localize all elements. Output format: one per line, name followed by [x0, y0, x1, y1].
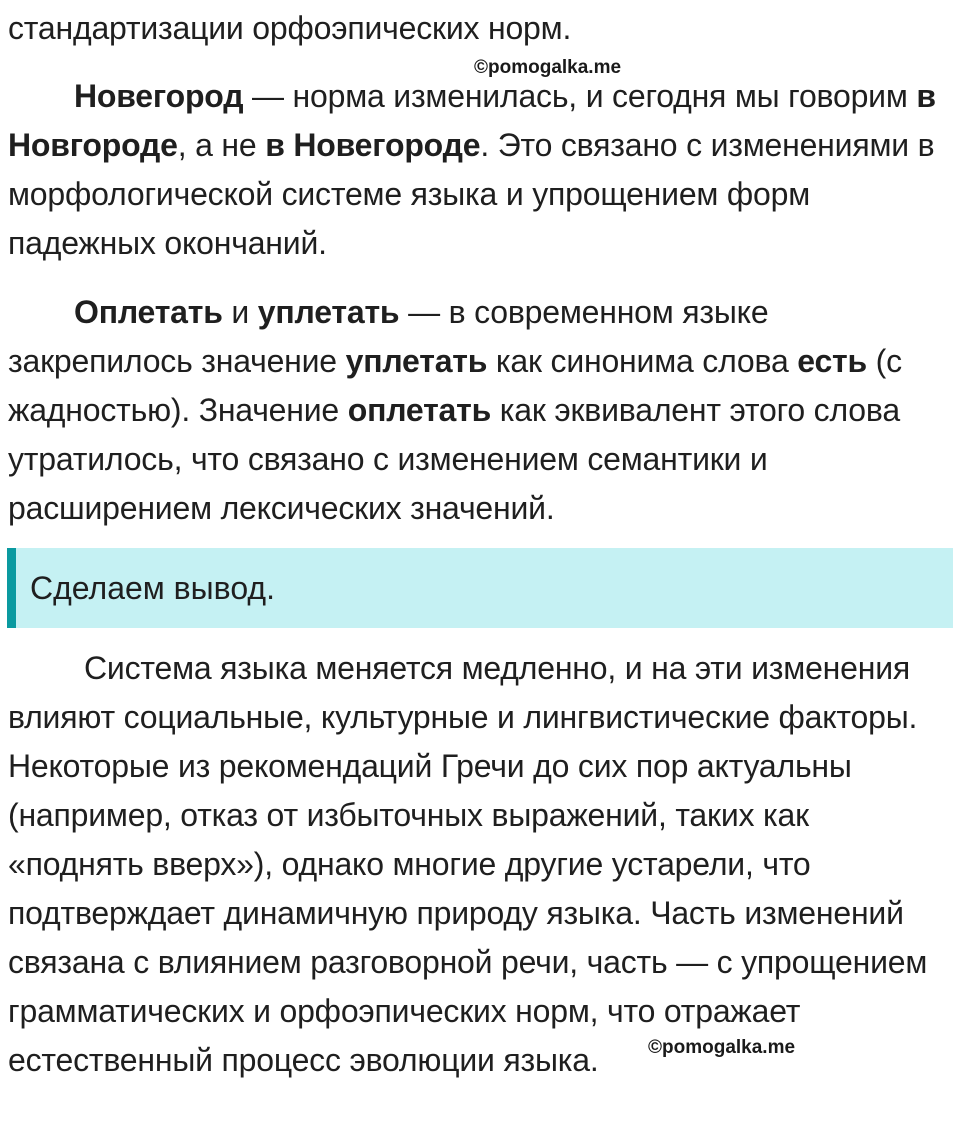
paragraph-text: — в современном языке закрепилось значение	[8, 294, 769, 379]
watermark-top: ©pomogalka.me	[474, 57, 622, 78]
paragraph-text: и	[222, 294, 258, 330]
term-opletat: оплетать	[347, 392, 492, 428]
paragraph-text: . Это связано с изменениями в морфологической системе языка и упрощением форм падежных окончаний.	[8, 127, 935, 261]
conclusion-callout	[7, 548, 953, 628]
paragraph-novgorod	[8, 72, 952, 268]
watermark-bottom: ©pomogalka.me	[648, 1037, 796, 1058]
paragraph-conclusion: Система языка меняется медленно, и на эти изменения влияют социальные, культурные и лингвистические факторы. Некоторые из рекомендаций Гречи до сих пор актуальны (например, отказ от избыточных выражений, таких как «поднять вверх»), однако многие другие устарели, что подтверждает динамичную природу языка. Часть изменений связана с влиянием разговорной речи, часть — с упрощением грамматических и орфоэпических норм, что отражает естественный процесс эволюции языка.	[8, 650, 928, 1078]
paragraph-text: как эквивалент этого слова утратилось, что связано с изменением семантики и расширением лексических значений.	[8, 392, 900, 526]
term-opletat: Оплетать	[74, 294, 223, 330]
callout-heading: Сделаем вывод.	[30, 570, 275, 606]
paragraph-text: — норма изменилась, и сегодня мы говорим	[243, 78, 917, 114]
term-v-novgorode: в Новгороде	[8, 78, 936, 163]
paragraph-opletat	[8, 288, 952, 533]
term-v-novegorode: в Новегороде	[265, 127, 481, 163]
term-est: есть	[797, 343, 867, 379]
paragraph-text: как синонима слова	[487, 343, 798, 379]
paragraph-text: , а не	[177, 127, 266, 163]
term-upletat: уплетать	[257, 294, 400, 330]
term-upletat: уплетать	[345, 343, 488, 379]
paragraph-text: (с жадностью). Значение	[8, 343, 902, 428]
term-novegorod: Новегород	[74, 78, 244, 114]
paragraph-top-line: стандартизации орфоэпических норм.	[8, 10, 572, 46]
